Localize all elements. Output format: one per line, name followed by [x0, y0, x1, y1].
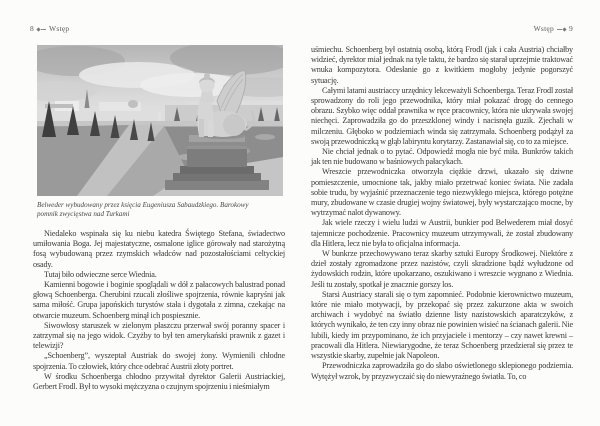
- belvedere-sphinx-photo: [37, 45, 283, 196]
- paragraph: Jak wiele rzeczy i wielu ludzi w Austrii, bunkier pod Belwederem miał dosyć tajemnicze pochodzenie. Pracownicy muzeum utrzymywali, że został zbudowany dla Hitlera, lecz nie była to oficjalna informacja.: [311, 218, 573, 248]
- paragraph: Tutaj biło odwieczne serce Wiednia.: [44, 269, 157, 279]
- paragraph: Całymi latami austriaccy urzędnicy lekceważyli Schoenberga. Teraz Frodl został sprowadzony do roli jego przewodnika, który miał pokazać drogę do cennego obrazu. Szybko więc oddał prawnika w ręce pracownicy, która nie ukrywała swojej niechęci. Zaprowadziła go do przeszklonej windy i nacisnęła guzik. Zjechali w milczeniu. Głęboko w podziemiach winda się zatrzymała. Schoenberg podążył za swoją przewodniczką w głąb labiryntu korytarzy. Zastanawiał się, co to za miejsce.: [311, 85, 573, 146]
- fleuron-icon: [37, 24, 46, 33]
- running-title-right: Wstęp: [533, 24, 554, 33]
- paragraph: Starsi Austriacy starali się o tym zapomnieć. Podobnie kierownictwo muzeum, które nie miało motywacji, by przekopać się przez zakurzone akta w swoich archiwach i wydobyć na światło dzienne listy nazistowskich aparatczyków, z których wynikało, że ten czy inny obraz nie powinien wisieć na ścianach galerii. Nie lubili, kiedy im przypominano, że ich przyjaciele i mentorzy – czy nawet krewni – pracowali dla Hitlera. Niewiarygodne, że teraz Schoenberg przedzierał się przez te wszystkie skarby, zupełnie jak Napoleon.: [311, 289, 573, 361]
- paragraph: „Schoenberg”, wyszeptał Austriak do swojej żony. Wymienili chłodne spojrzenia. To człowiek, który chce odebrać Austrii złoty portret.: [33, 351, 285, 371]
- photo-caption: Belweder wybudowany przez księcia Eugeniusza Sabaudzkiego. Barokowy pomnik zwycięstwa nad Turkami: [37, 201, 249, 219]
- paragraph: Siwowłosy staruszek w zielonym płaszczu przerwał swój poranny spacer i zatrzymał się na jego widok. Czyżby to był ten amerykański prawnik z gazet i telewizji?: [33, 320, 285, 351]
- right-page-text: [311, 45, 573, 382]
- running-title-left: Wstęp: [49, 24, 70, 33]
- paragraph: W środku Schoenberga chłodno przywitał dyrektor Galerii Austriackiej, Gerbert Frodl. Był to wysoki mężczyzna o czujnym spojrzeniu i nieśmiałym: [33, 371, 285, 392]
- paragraph: Nie chciał jednak o to pytać. Odpowiedź mogła nie być miła. Bunkrów takich jak ten nie budowano w baśniowych pałacykach.: [311, 147, 573, 167]
- page-number-right: 9: [569, 24, 573, 33]
- running-head-left: [30, 24, 69, 34]
- belvedere-photo-illustration: [37, 45, 283, 196]
- paragraph: Kamienni bogowie i boginie spoglądali w dół z pałacowych balustrad ponad głową Schoenberga. Cherubini rzucali złośliwe spojrzenia, równie kapryśni jak sama miłość. Grupa japońskich turystów stała i dygotała z zimna, czekając na otwarcie muzeum. Schoenberg minął ich pospiesznie.: [33, 280, 285, 320]
- fleuron-icon: [557, 24, 566, 33]
- left-page-text: [33, 229, 285, 392]
- paragraph: Przewodniczka zaprowadziła go do słabo oświetlonego sklepionego podziemia. Wytężył wzrok, by przyzwyczaić się do niewyraźnego światła. To, co: [311, 361, 573, 381]
- paragraph: Niedaleko wspinała się ku niebu katedra Świętego Stefana, świadectwo umiłowania Boga. Jej majestatyczne, osmalone iglice górowały nad starożytną fosą wybudowaną przez rzymskich władców nad pozostałościami celtyckiej osady.: [33, 229, 285, 269]
- page-number-left: 8: [30, 24, 34, 33]
- paragraph: uśmiechu. Schoenberg był ostatnią osobą, którą Frodl (jak i cała Austria) chciałby widzieć, dyrektor miał jednak na tyle taktu, że bardzo się starał uprzejmie traktować wnuka kompozytora. Odesłanie go z kwitkiem mogłoby jedynie pogorszyć sytuację.: [311, 45, 573, 85]
- paragraph: W bunkrze przechowywano teraz skarby sztuki Europy Środkowej. Niektóre z dzieł zostały zgromadzone przez nazistów, czyli skradzione bądź wyłudzone od żydowskich rodzin, które upokarzano, oszukiwano i wreszcie wygnano z Wiednia. Jeśli tu zostały, spotkał je znacznie gorszy los.: [311, 249, 573, 289]
- running-head-right: [311, 24, 573, 34]
- paragraph: Wreszcie przewodniczka otworzyła ciężkie drzwi, ukazało się dziwne pomieszczenie, umocnione tak, jakby miało przetrwać koniec świata. Nie zadała sobie trudu, by wyjaśnić przeznaczenie tego niezwykłego miejsca, którego potężne mury, zbudowane w czasie drugiej wojny światowej, były wystarczająco mocne, by wytrzymać nalot dywanowy.: [311, 167, 573, 218]
